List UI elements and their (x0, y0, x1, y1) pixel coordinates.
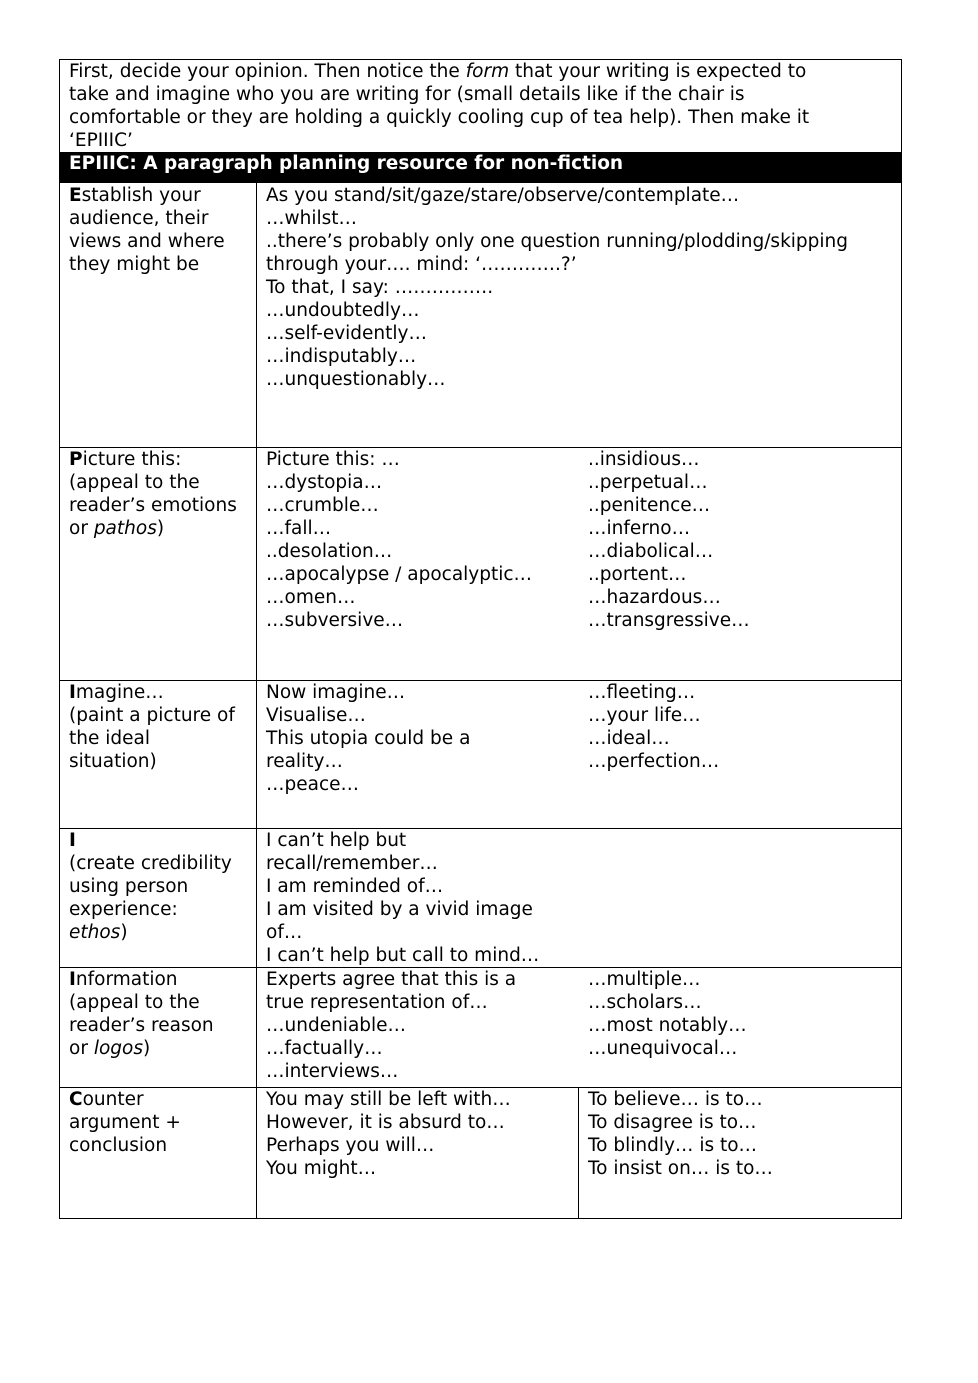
phrase: I am reminded of… (266, 876, 444, 897)
imagine-initial: I (69, 682, 76, 703)
phrase: To that, I say: ……………. (266, 277, 494, 298)
phrase: …scholars… (588, 992, 702, 1013)
border-right (901, 59, 902, 1219)
information-label-line-1: nformation (75, 969, 178, 990)
phrase: …undeniable… (266, 1015, 407, 1036)
logos-emphasis: logos (93, 1038, 143, 1059)
i-ethos-label (69, 829, 232, 944)
resource-title: EPIIIC: A paragraph planning resource for non-fiction (69, 153, 624, 174)
pathos-emphasis: pathos (93, 518, 157, 539)
information-label (69, 968, 214, 1060)
information-label-line-3: reader’s reason (69, 1015, 214, 1036)
ethos-emphasis: ethos (69, 922, 121, 943)
phrase: Now imagine… (266, 682, 406, 703)
phrase: through your…. mind: ‘………….?’ (266, 254, 577, 275)
picture-label (69, 448, 237, 540)
phrase: I am visited by a vivid image (266, 899, 533, 920)
counter-phrases-col-1 (266, 1088, 511, 1180)
i-ethos-label-line-5-end: ) (120, 922, 128, 943)
border-left (59, 59, 60, 1219)
phrase: reality… (266, 751, 343, 772)
intro-line-2: take and imagine who you are writing for (small details like if the chair is (69, 84, 745, 105)
phrase: …unquestionably… (266, 369, 446, 390)
resource-title-banner (59, 152, 902, 183)
establish-label (69, 184, 225, 276)
phrase: As you stand/sit/gaze/stare/observe/contemplate… (266, 185, 740, 206)
phrase: You might… (266, 1158, 377, 1179)
phrase: …unequivocal… (588, 1038, 738, 1059)
phrase: ..penitence… (588, 495, 711, 516)
imagine-phrases-col-2 (588, 681, 719, 773)
counter-label (69, 1088, 181, 1157)
phrase: Visualise… (266, 705, 366, 726)
phrase: Experts agree that this is a (266, 969, 517, 990)
border-label-column (256, 183, 257, 1219)
information-label-line-2: (appeal to the (69, 992, 200, 1013)
picture-label-line-2: (appeal to the (69, 472, 200, 493)
phrase: …factually… (266, 1038, 383, 1059)
intro-line-1-end: that your writing is expected to (509, 61, 807, 82)
information-phrases-col-2 (588, 968, 747, 1060)
establish-label-line-2: audience, their (69, 208, 209, 229)
picture-label-line-3: reader’s emotions (69, 495, 237, 516)
phrase: …apocalypse / apocalyptic… (266, 564, 533, 585)
phrase: …subversive… (266, 610, 404, 631)
phrase: …transgressive… (588, 610, 750, 631)
i-ethos-label-line-4: experience: (69, 899, 178, 920)
phrase: …perfection… (588, 751, 720, 772)
phrase: ..portent… (588, 564, 687, 585)
phrase: However, it is absurd to… (266, 1112, 505, 1133)
phrase: …peace… (266, 774, 360, 795)
phrase: …undoubtedly… (266, 300, 420, 321)
intro-paragraph (69, 60, 809, 152)
phrase: true representation of… (266, 992, 488, 1013)
phrase: …interviews… (266, 1061, 399, 1082)
phrase: …multiple… (588, 969, 701, 990)
phrase: …indisputably… (266, 346, 417, 367)
establish-phrases (266, 184, 848, 391)
imagine-label-line-3: the ideal (69, 728, 150, 749)
i-ethos-initial: I (69, 830, 76, 851)
phrase: ..perpetual… (588, 472, 708, 493)
phrase: …inferno… (588, 518, 691, 539)
i-ethos-phrases (266, 829, 539, 967)
phrase: To believe… is to… (588, 1089, 763, 1110)
intro-line-3: comfortable or they are holding a quickly cooling cup of tea help). Then make it (69, 107, 810, 128)
phrase: You may still be left with… (266, 1089, 511, 1110)
picture-label-line-4-start: or (69, 518, 94, 539)
phrase: ..insidious… (588, 449, 700, 470)
phrase: …dystopia… (266, 472, 383, 493)
phrase: To blindly… is to… (588, 1135, 758, 1156)
establish-label-line-1: stablish your (81, 185, 201, 206)
phrase: To insist on… is to… (588, 1158, 773, 1179)
phrase: Picture this: … (266, 449, 400, 470)
information-initial: I (69, 969, 76, 990)
phrase: …crumble… (266, 495, 379, 516)
phrase: of… (266, 922, 303, 943)
phrase: recall/remember… (266, 853, 438, 874)
information-phrases-col-1 (266, 968, 516, 1083)
phrase: …your life… (588, 705, 701, 726)
picture-label-line-4-end: ) (156, 518, 165, 539)
counter-label-line-3: conclusion (69, 1135, 168, 1156)
picture-label-line-1: icture this: (82, 449, 182, 470)
phrase: …whilst… (266, 208, 358, 229)
imagine-phrases-col-1 (266, 681, 470, 796)
i-ethos-label-line-3: using person (69, 876, 189, 897)
phrase: Perhaps you will… (266, 1135, 435, 1156)
counter-label-line-2: argument + (69, 1112, 181, 1133)
phrase: This utopia could be a (266, 728, 471, 749)
intro-line-4: ‘EPIIIC’ (69, 130, 133, 151)
phrase: …fall… (266, 518, 332, 539)
imagine-label-line-4: situation) (69, 751, 157, 772)
picture-phrases-col-2 (588, 448, 750, 632)
establish-label-line-4: they might be (69, 254, 200, 275)
picture-initial: P (69, 449, 83, 470)
phrase: …fleeting… (588, 682, 696, 703)
imagine-label (69, 681, 235, 773)
intro-line-1-start: First, decide your opinion. Then notice the (69, 61, 466, 82)
intro-form-emphasis: form (465, 61, 510, 82)
border-bottom (59, 1218, 902, 1219)
information-label-line-4-start: or (69, 1038, 94, 1059)
counter-initial: C (69, 1089, 83, 1110)
imagine-label-line-2: (paint a picture of (69, 705, 235, 726)
counter-label-line-1: ounter (82, 1089, 144, 1110)
phrase: …ideal… (588, 728, 670, 749)
phrase: …diabolical… (588, 541, 714, 562)
establish-label-line-3: views and where (69, 231, 225, 252)
phrase: …hazardous… (588, 587, 721, 608)
phrase: I can’t help but (266, 830, 407, 851)
imagine-label-line-1: magine… (75, 682, 164, 703)
picture-phrases-col-1 (266, 448, 532, 632)
phrase: …self-evidently… (266, 323, 427, 344)
phrase: ..there’s probably only one question running/plodding/skipping (266, 231, 849, 252)
phrase: …most notably… (588, 1015, 747, 1036)
counter-phrases-col-2 (588, 1088, 773, 1180)
border-counter-split (578, 1087, 579, 1219)
phrase: ..desolation… (266, 541, 393, 562)
establish-initial: E (69, 185, 82, 206)
i-ethos-label-line-2: (create credibility (69, 853, 232, 874)
phrase: To disagree is to… (588, 1112, 757, 1133)
phrase: …omen… (266, 587, 356, 608)
information-label-line-4-end: ) (142, 1038, 151, 1059)
phrase: I can’t help but call to mind… (266, 945, 540, 966)
